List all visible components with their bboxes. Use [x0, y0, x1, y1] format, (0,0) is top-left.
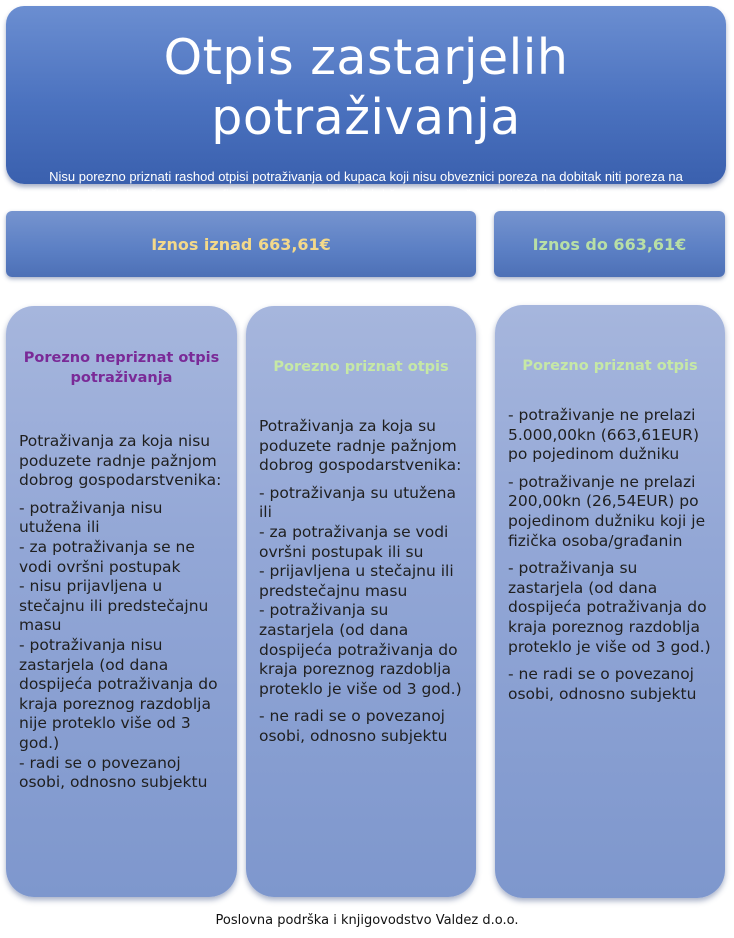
- header-description: Nisu porezno priznati rashod otpisi potraživanja od kupaca koji nisu obveznici poreza na dobitak niti poreza na dohodak kao što su neprofitne organizacije, korisnici državnog proračuna i slično, bez obzira na iznos.: [49, 169, 683, 202]
- footer-credit: Poslovna podrška i knjigovodstvo Valdez d.o.o.: [215, 913, 519, 928]
- list-item: - prijavljena u stečajnu ili predstečajnu masu: [259, 562, 454, 600]
- list-item: - ne radi se o povezanoj osobi, odnosno subjektu: [259, 707, 448, 745]
- column-heading: Porezno priznat otpis: [522, 358, 698, 374]
- list-item: - potraživanja su zastarjela (od dana dospijeća potraživanja do kraja poreznog razdoblja proteklo je više od 3 god.): [508, 559, 711, 656]
- list-item: - potraživanja su utužena ili: [259, 483, 457, 522]
- band-below-label: Iznos do 663,61€: [532, 234, 687, 254]
- list-item: - potraživanja nisu utužena ili: [19, 498, 163, 537]
- list-item: - potraživanje ne prelazi 200,00kn (26,54EUR) po pojedinom dužniku koji je fizička osoba/građanin: [508, 472, 706, 550]
- column-body: [19, 432, 227, 793]
- list-item: - potraživanja nisu zastarjela (od dana dospijeća potraživanja do kraja poreznog razdoblja nije proteklo više od 3 god.): [19, 635, 218, 752]
- list-item: - potraživanje ne prelazi 5.000,00kn (663,61EUR) po pojedinom dužniku: [508, 406, 699, 464]
- list-item: - radi se o povezanoj osobi, odnosno subjektu: [19, 753, 208, 792]
- band-above-threshold: [6, 211, 476, 277]
- column-recognized-writeoff-below: [495, 305, 725, 898]
- column-heading: Porezno priznat otpis: [273, 359, 449, 375]
- column-recognized-writeoff-above: [246, 306, 476, 897]
- list-item: - za potraživanja se vodi ovršni postupak ili su: [259, 522, 449, 561]
- band-above-label: Iznos iznad 663,61€: [151, 234, 331, 254]
- list-item: - potraživanja su zastarjela (od dana dospijeća potraživanja do kraja poreznog razdoblja proteklo je više od 3 god.): [259, 601, 462, 698]
- header-panel: [6, 6, 726, 202]
- column-heading: Porezno nepriznat otpis potraživanja: [23, 350, 220, 386]
- column-intro: Potraživanja za koja su poduzete radnje pažnjom dobrog gospodarstvenika:: [259, 417, 462, 475]
- column-intro: Potraživanja za koja nisu poduzete radnje pažnjom dobrog gospodarstvenika:: [19, 432, 222, 490]
- band-below-threshold: [494, 211, 725, 277]
- list-item: - za potraživanja se ne vodi ovršni postupak: [19, 537, 195, 576]
- column-body: [508, 406, 715, 704]
- column-unrecognized-writeoff: [6, 306, 237, 897]
- list-item: - nisu prijavljena u stečajnu ili predstečajnu masu: [19, 577, 209, 635]
- page-title: Otpis zastarjelih potraživanja: [163, 29, 569, 146]
- column-body: [259, 417, 466, 747]
- list-item: - ne radi se o povezanoj osobi, odnosno subjektu: [508, 665, 697, 703]
